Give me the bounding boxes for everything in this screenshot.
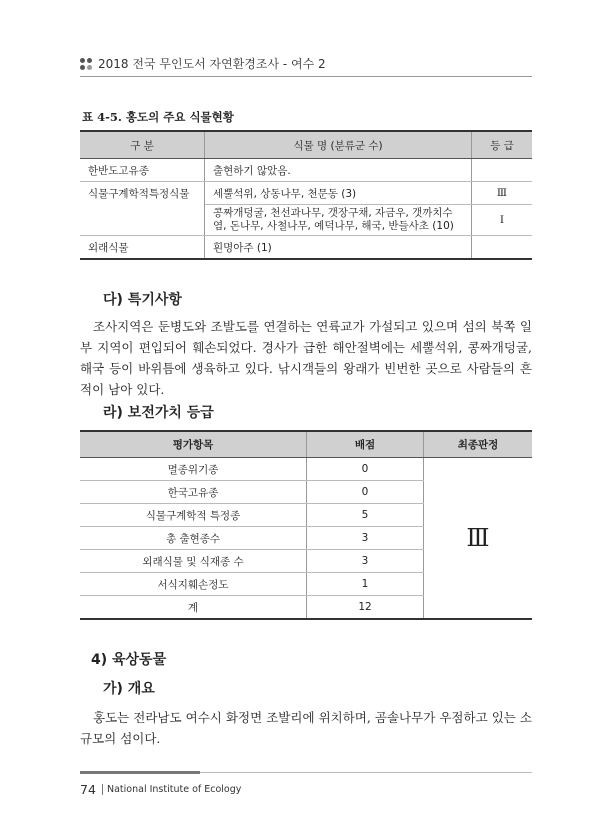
row-plants: 흰명아주 (1)	[205, 236, 472, 260]
footer-separator	[102, 784, 103, 795]
row-plants: 콩짜개덩굴, 천선과나무, 갯장구채, 자금우, 갯까치수염, 돈나무, 사철나무, 예덕나무, 해국, 반들사초 (10)	[205, 205, 472, 236]
row-category	[80, 205, 205, 236]
row-plants: 출현하기 않았음.	[205, 159, 472, 182]
row-score: 1	[307, 573, 424, 596]
footer-organization: National Institute of Ecology	[107, 784, 242, 795]
row-category: 외래식물	[80, 236, 205, 260]
header-logo-icon	[80, 58, 94, 72]
table-row	[80, 205, 532, 236]
row-item: 한국고유종	[80, 481, 307, 504]
section-heading-special: 다) 특기사항	[103, 292, 182, 308]
row-category: 식물구계학적특정식물	[80, 182, 205, 205]
footer-divider	[200, 772, 532, 773]
section-heading-animals: 4) 육상동물	[91, 652, 167, 668]
row-score: 5	[307, 504, 424, 527]
row-category: 한반도고유종	[80, 159, 205, 182]
header-divider	[80, 76, 532, 77]
row-score: 3	[307, 550, 424, 573]
col-header-score: 배점	[307, 431, 424, 458]
table1-caption: 표 4-5. 홍도의 주요 식물현황	[82, 110, 234, 124]
row-item: 외래식물 및 식재종 수	[80, 550, 307, 573]
col-header-plants: 식물 명 (분류군 수)	[205, 131, 472, 159]
table-row	[80, 182, 532, 205]
plant-status-table	[80, 130, 532, 260]
footer-accent-bar	[80, 771, 200, 774]
row-item: 멸종위기종	[80, 458, 307, 481]
row-item: 계	[80, 596, 307, 620]
special-notes-paragraph: 조사지역은 둔병도와 조발도를 연결하는 연륙교가 가설되고 있으며 섬의 북쪽 일부 지역이 편입되어 훼손되었다. 경사가 급한 해안절벽에는 세뿔석위, 콩짜개덩굴, 해국 등이 바위틈에 생육하고 있다. 낚시객들의 왕래가 빈번한 곳으로 사람들의 흔적이 남아 있다.	[80, 319, 532, 397]
col-header-category: 구 분	[80, 131, 205, 159]
row-item: 식물구계학적 특정종	[80, 504, 307, 527]
section-heading-conservation: 라) 보전가치 등급	[103, 405, 214, 421]
row-score: 3	[307, 527, 424, 550]
col-header-item: 평가항목	[80, 431, 307, 458]
table-row	[80, 458, 532, 481]
conservation-grade-table	[80, 430, 532, 620]
page-number: 74	[80, 782, 96, 797]
running-header: 2018 전국 무인도서 자연환경조사 - 여수 2	[98, 57, 326, 71]
row-plants: 세뿔석위, 상동나무, 천문동 (3)	[205, 182, 472, 205]
section-heading-overview: 가) 개요	[103, 681, 155, 697]
row-item: 총 출현종수	[80, 527, 307, 550]
table-row	[80, 159, 532, 182]
row-grade: Ⅲ	[472, 182, 533, 205]
row-score: 12	[307, 596, 424, 620]
overview-paragraph: 홍도는 전라남도 여수시 화정면 조발리에 위치하며, 곰솔나무가 우점하고 있는 소규모의 섬이다.	[80, 710, 532, 746]
row-grade	[472, 159, 533, 182]
row-score: 0	[307, 481, 424, 504]
row-item: 서식지훼손정도	[80, 573, 307, 596]
col-header-final: 최종판정	[424, 431, 533, 458]
row-grade: Ⅰ	[472, 205, 533, 236]
row-score: 0	[307, 458, 424, 481]
row-grade	[472, 236, 533, 260]
table-row	[80, 236, 532, 260]
final-grade: Ⅲ	[424, 458, 533, 620]
col-header-grade: 등 급	[472, 131, 533, 159]
